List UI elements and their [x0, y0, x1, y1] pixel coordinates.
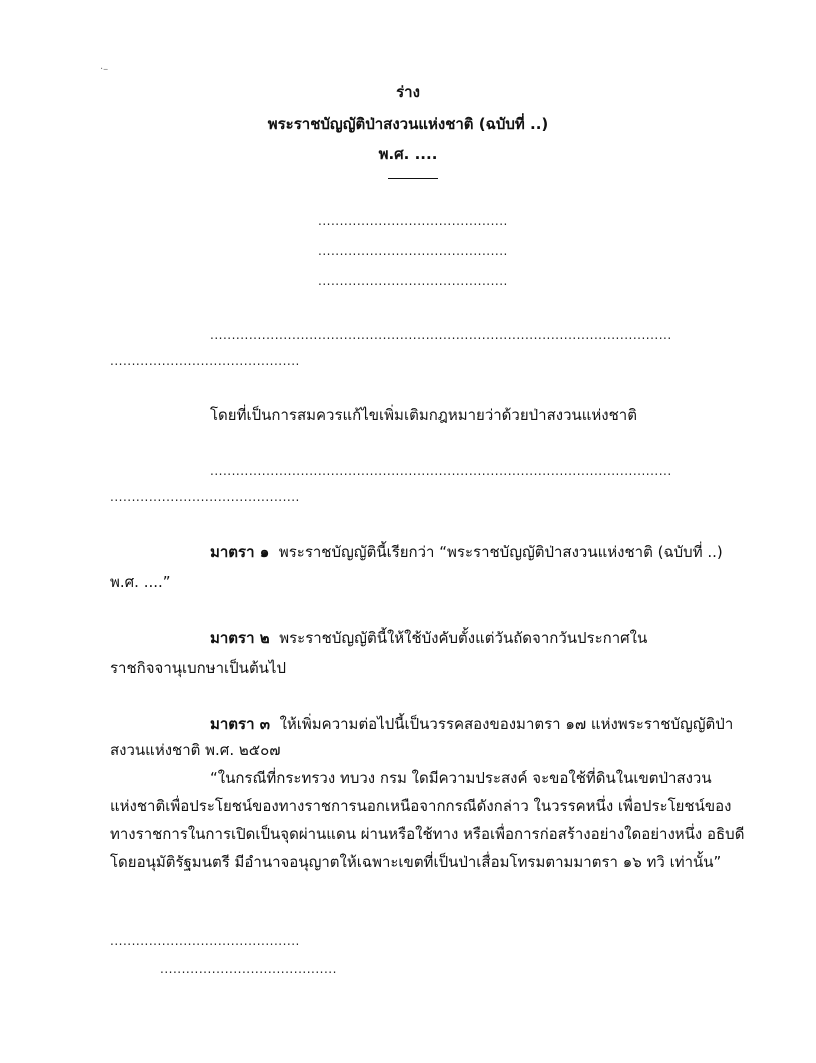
- section-2-label: มาตรา ๒: [210, 629, 270, 647]
- section-2-first-line: [210, 626, 647, 650]
- section-1-second-line: พ.ศ. ....”: [110, 573, 171, 591]
- footer-line-1: ............................................: [110, 934, 300, 948]
- era-line: พ.ศ. ....: [378, 145, 438, 163]
- section-1-label: มาตรา ๑: [210, 543, 270, 561]
- section-3-label: มาตรา ๓: [210, 715, 271, 733]
- section-3-text: ให้เพิ่มความต่อไปนี้เป็นวรรคสองของมาตรา ๑๗ แห่งพระราชบัญญัติป่า: [279, 715, 734, 733]
- enactment-line-1: ...........................................................................................................: [210, 464, 672, 478]
- scan-artifact-mark: ·–: [100, 64, 109, 75]
- act-title: พระราชบัญญัติป่าสงวนแห่งชาติ (ฉบับที่ ..): [267, 115, 549, 133]
- section-1-text: พระราชบัญญัตินี้เรียกว่า “พระราชบัญญัติป่าสงวนแห่งชาติ (ฉบับที่ ..): [278, 543, 723, 561]
- section-2-text: พระราชบัญญัตินี้ให้ใช้บังคับตั้งแต่วันถัดจากวันประกาศใน: [279, 629, 648, 647]
- preamble-line-1: ...........................................................................................................: [210, 328, 672, 342]
- signature-line-1: ............................................: [318, 214, 508, 228]
- signature-line-3: ............................................: [318, 274, 508, 288]
- quote-line-3: ทางราชการในการเปิดเป็นจุดผ่านแดน ผ่านหรือใช้ทาง หรือเพื่อการก่อสร้างอย่างใดอย่างหนึ่ง อธิบดี: [110, 825, 745, 843]
- reason-text: โดยที่เป็นการสมควรแก้ไขเพิ่มเติมกฎหมายว่าด้วยป่าสงวนแห่งชาติ: [210, 406, 637, 424]
- quote-line-1: “ในกรณีที่กระทรวง ทบวง กรม ใดมีความประสงค์ จะขอใช้ที่ดินในเขตป่าสงวน: [210, 769, 712, 787]
- footer-line-2: .........................................: [160, 962, 337, 976]
- title-underline: [388, 178, 438, 179]
- quote-line-2: แห่งชาติเพื่อประโยชน์ของทางราชการนอกเหนือจากกรณีดังกล่าว ในวรรคหนึ่ง เพื่อประโยชน์ของ: [110, 797, 732, 815]
- draft-label: ร่าง: [396, 83, 420, 101]
- quote-line-4: โดยอนุมัติรัฐมนตรี มีอำนาจอนุญาตให้เฉพาะเขตที่เป็นป่าเสื่อมโทรมตามมาตรา ๑๖ ทวิ เท่านั้น”: [110, 853, 722, 871]
- section-2-second-line: ราชกิจจานุเบกษาเป็นต้นไป: [110, 659, 287, 677]
- enactment-line-2: ............................................: [110, 490, 300, 504]
- preamble-line-2: ............................................: [110, 354, 300, 368]
- section-3-second-line: สงวนแห่งชาติ พ.ศ. ๒๕๐๗: [110, 741, 281, 759]
- section-1-first-line: [210, 540, 723, 564]
- section-3-first-line: [210, 712, 733, 736]
- signature-line-2: ............................................: [318, 244, 508, 258]
